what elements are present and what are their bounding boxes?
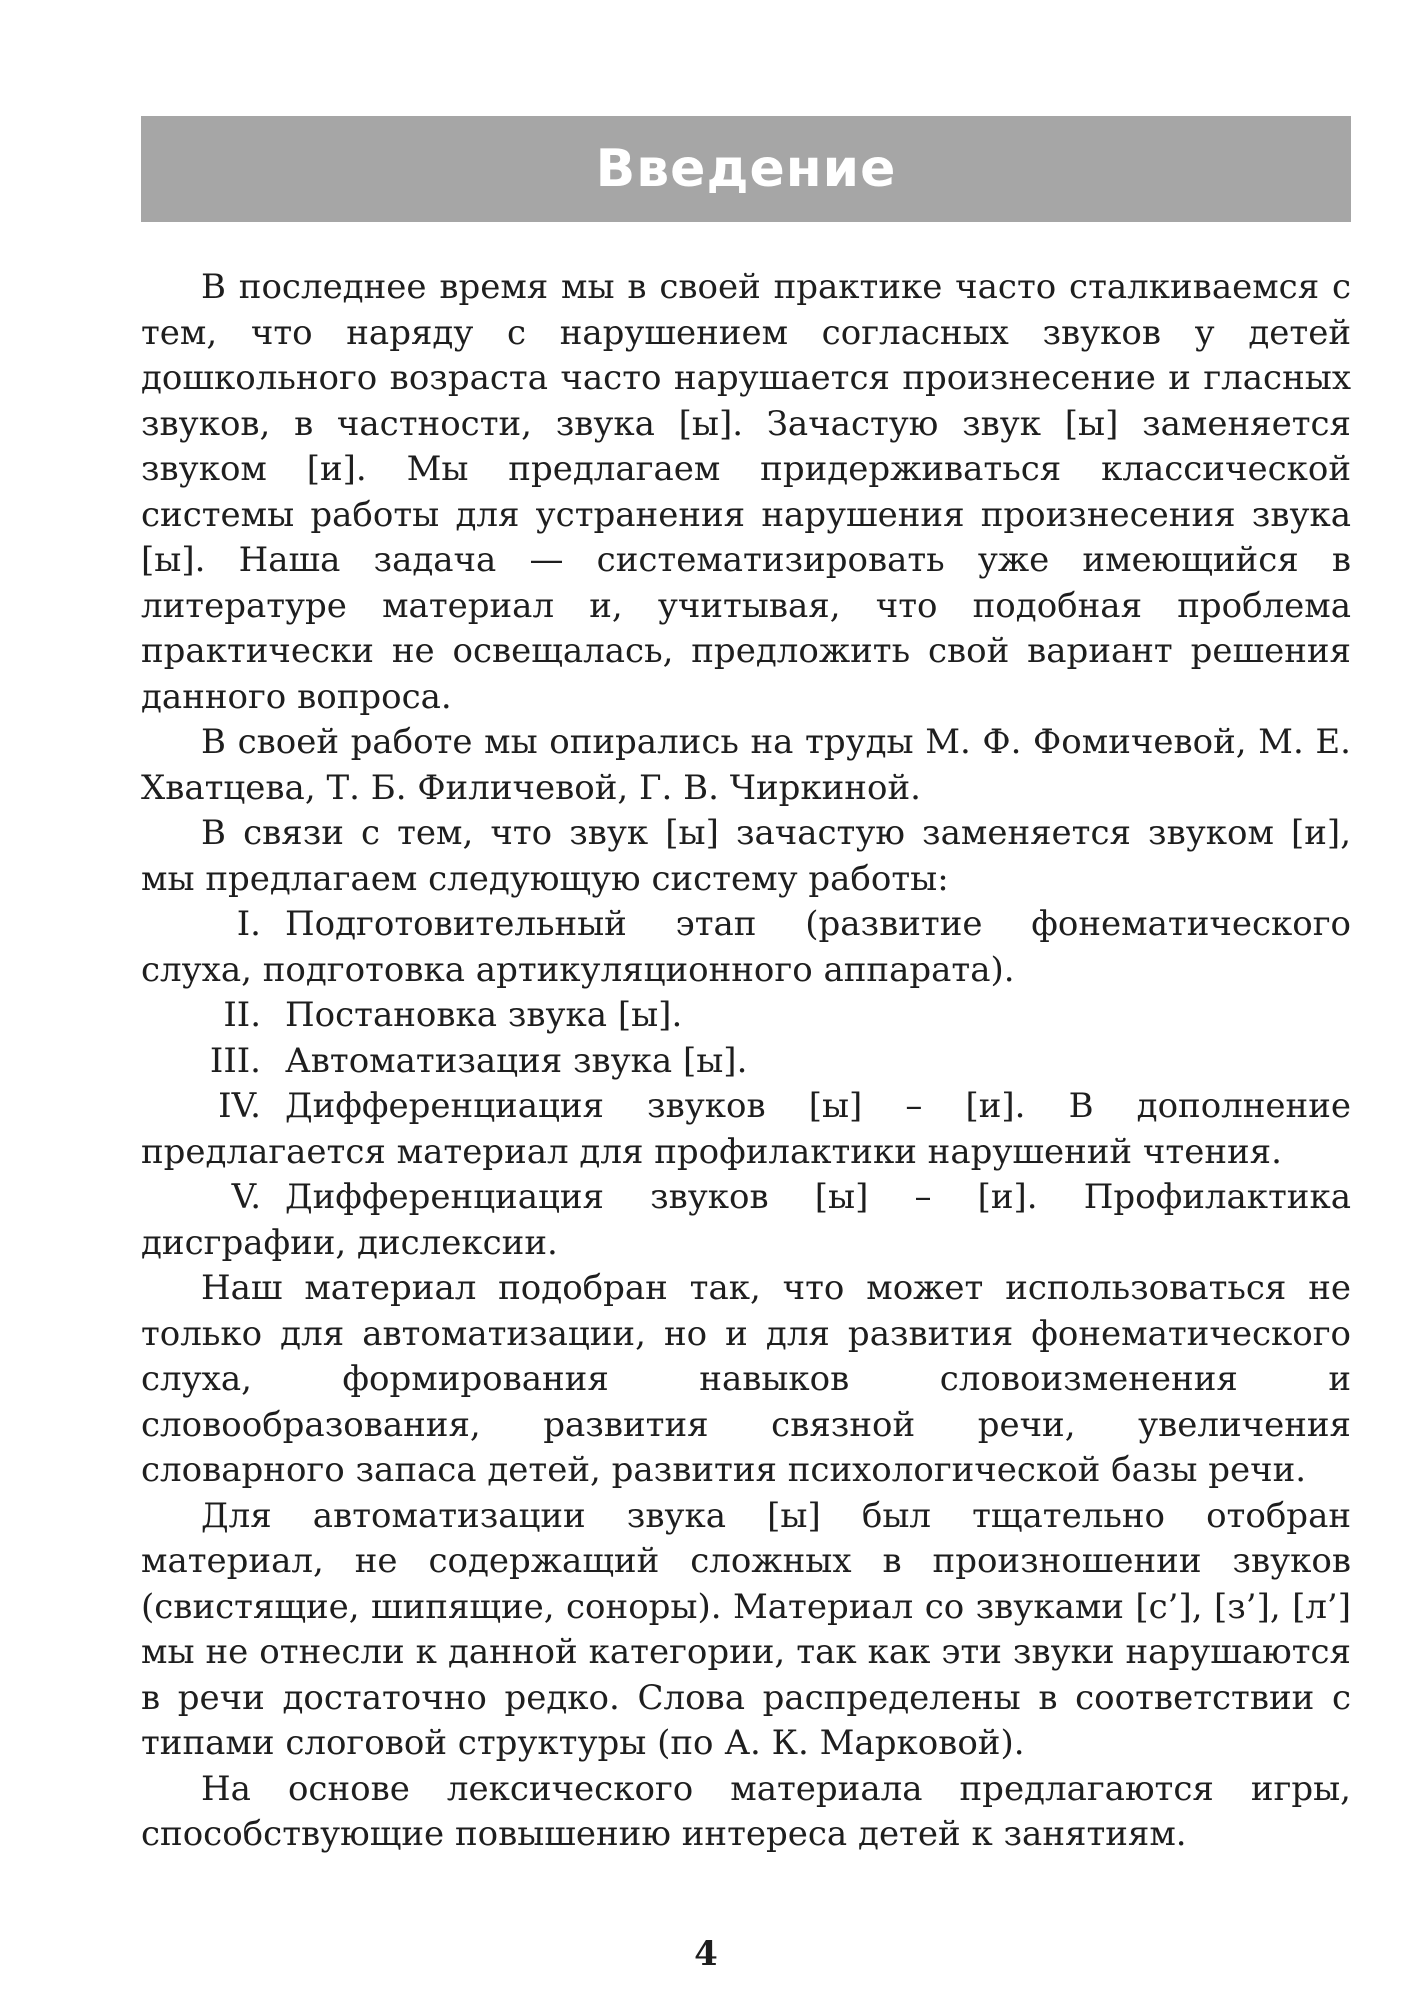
list-item-number: I. <box>236 904 261 944</box>
paragraph: На основе лексического материала предлагаются игры, способствующие повышению интереса детей к занятиям. <box>141 1768 1351 1854</box>
list-item <box>141 1084 1351 1175</box>
list-item-text: Автоматизация звука [ы]. <box>285 1040 748 1081</box>
list-item-text: Дифференциация звуков [ы] – [и]. Профилактика дисграфии, дислексии. <box>141 1177 1351 1263</box>
paragraph: Наш материал подобран так, что может использоваться не только для автоматизации, но и для развития фонематического слуха, формирования навыков словоизменения и словообразования, развития связной речи, увеличения словарного запаса детей, развития психологической базы речи. <box>141 1268 1351 1490</box>
list-item-text: Подготовительный этап (развитие фонематического слуха, подготовка артикуляционного аппарата). <box>141 904 1351 990</box>
stages-list <box>141 902 1351 1266</box>
list-item <box>141 1039 1351 1085</box>
list-item-number: V. <box>231 1177 261 1217</box>
page-title: Введение <box>595 139 897 199</box>
list-item-number: IV. <box>218 1086 261 1126</box>
paragraph: В последнее время мы в своей практике часто сталкиваемся с тем, что наряду с нарушением согласных звуков у детей дошкольного возраста часто нарушается произнесение и гласных звуков, в частности, звука [ы]. Зачастую звук [ы] заменяется звуком [и]. Мы предлагаем придерживаться классической системы работы для устранения нарушения произнесения звука [ы]. Наша задача — систематизировать уже имеющийся в литературе материал и, учитывая, что подобная проблема практически не освещалась, предложить свой вариант решения данного вопроса. <box>141 267 1351 717</box>
body-text <box>141 265 1351 1858</box>
section-title-bar <box>141 116 1351 222</box>
list-item <box>141 1175 1351 1266</box>
list-item-text: Постановка звука [ы]. <box>285 995 683 1035</box>
list-item-number: II. <box>223 995 261 1035</box>
list-item-text: Дифференциация звуков [ы] – [и]. В дополнение предлагается материал для профилактики нарушений чтения. <box>141 1086 1351 1172</box>
page-number: 4 <box>694 1934 718 1974</box>
list-item-number: III. <box>209 1040 261 1081</box>
paragraph: В связи с тем, что звук [ы] зачастую заменяется звуком [и], мы предлагаем следующую систему работы: <box>141 813 1351 899</box>
paragraph: В своей работе мы опирались на труды М. Ф. Фомичевой, М. Е. Хватцева, Т. Б. Филичевой, Г. В. Чиркиной. <box>141 722 1351 808</box>
list-item <box>141 902 1351 993</box>
list-item <box>141 993 1351 1039</box>
paragraph: Для автоматизации звука [ы] был тщательно отобран материал, не содержащий сложных в произношении звуков (свистящие, шипящие, соноры). Материал со звуками [с’], [з’], [л’] мы не отнесли к данной категории, так как эти звуки нарушаются в речи достаточно редко. Слова распределены в соответствии с типами слоговой структуры (по А. К. Марковой). <box>141 1495 1351 1763</box>
